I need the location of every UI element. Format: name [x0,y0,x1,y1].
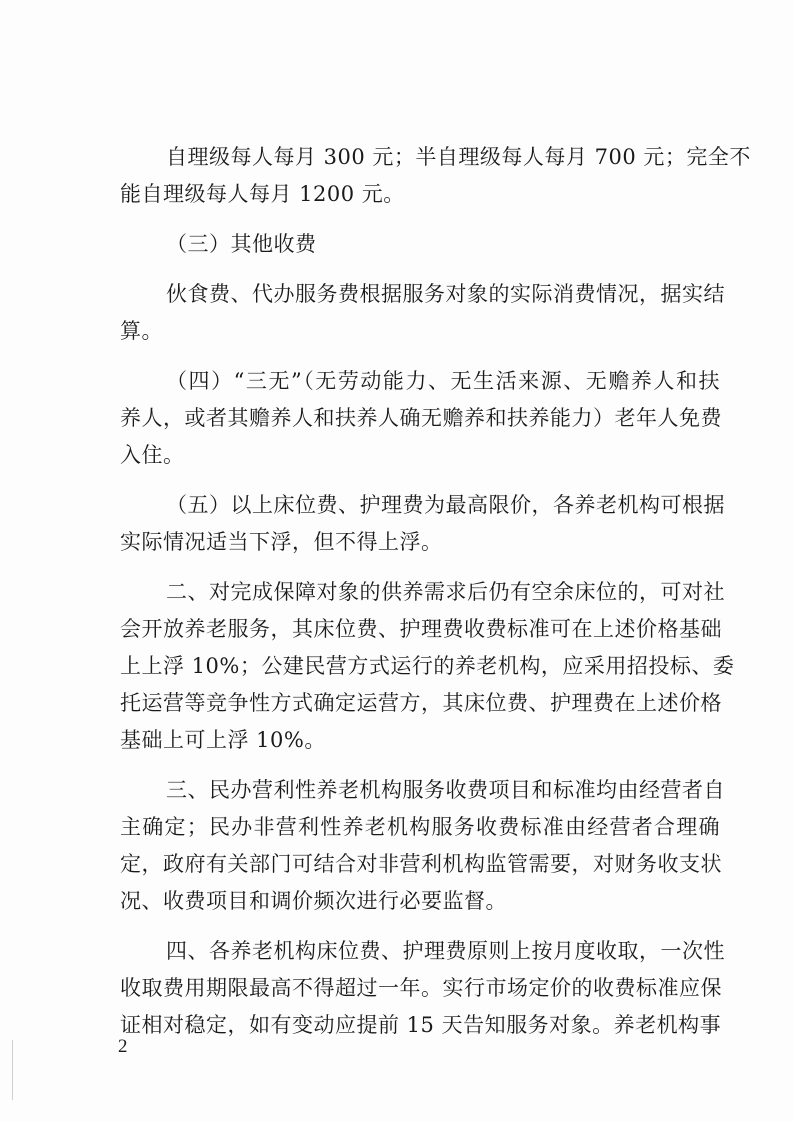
text-line: 实际情况适当下浮，但不得上浮。 [120,530,443,554]
text-line: 养人，或者其赡养人和扶养人确无赡养和扶养能力）老年人免费 [120,406,722,430]
text-line: 入住。 [120,443,185,467]
text-line: （四）“三无”（无劳动能力、无生活来源、无赡养人和扶 [166,369,720,393]
page-number: 2 [118,1036,128,1057]
text-line: 自理级每人每月 300 元；半自理级每人每月 700 元；完全不 [166,145,751,169]
text-line: 三、民办营利性养老机构服务收费项目和标准均由经营者自 [166,778,725,802]
text-line: 会开放养老服务，其床位费、护理费收费标准可在上述价格基础 [120,617,722,641]
text-line: 算。 [120,319,163,343]
text-line: 上上浮 10%；公建民营方式运行的养老机构，应采用招投标、委 [120,654,735,678]
text-line: 四、各养老机构床位费、护理费原则上按月度收取，一次性 [166,939,725,963]
text-line: 伙食费、代办服务费根据服务对象的实际消费情况，据实结 [166,282,725,306]
text-line: 况、收费项目和调价频次进行必要监督。 [120,889,507,913]
section-heading: （三）其他收费 [166,232,317,256]
text-line: 托运营等竞争性方式确定运营方，其床位费、护理费在上述价格 [120,691,722,715]
text-line: （五）以上床位费、护理费为最高限价，各养老机构可根据 [166,493,725,517]
text-line: 主确定；民办非营利性养老机构服务收费标准由经营者合理确 [120,815,720,839]
text-line: 能自理级每人每月 1200 元。 [120,182,405,206]
text-line: 证相对稳定，如有变动应提前 15 天告知服务对象。养老机构事 [120,1013,722,1037]
body-text [120,139,751,1044]
text-line: 二、对完成保障对象的供养需求后仍有空余床位的，可对社 [166,580,725,604]
text-line: 基础上可上浮 10%。 [120,728,326,752]
scan-edge-mark [12,1040,13,1100]
text-line: 定，政府有关部门可结合对非营利机构监管需要，对财务收支状 [120,852,722,876]
text-line: 收取费用期限最高不得超过一年。实行市场定价的收费标准应保 [120,976,722,1000]
